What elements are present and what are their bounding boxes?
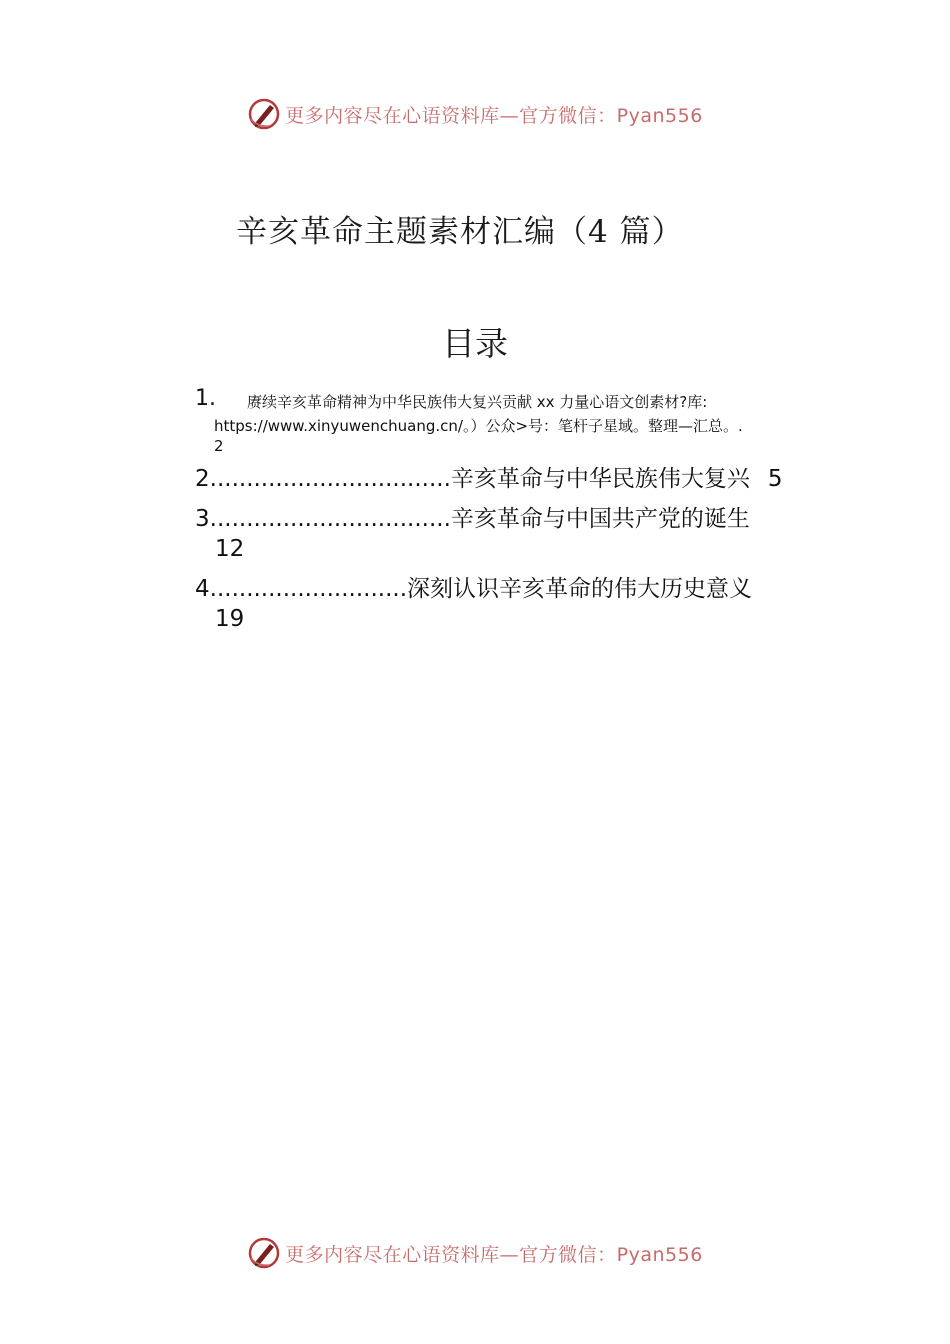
banner-text: 更多内容尽在心语资料库—官方微信：Pyan556 xyxy=(285,104,703,127)
pen-logo-icon xyxy=(247,1236,281,1270)
toc-entry-3[interactable] xyxy=(195,504,845,564)
toc-entry-title: 辛亥革命与中国共产党的诞生 xyxy=(450,506,750,532)
toc-entry-number: 1. xyxy=(195,386,216,411)
footer-banner xyxy=(0,1233,950,1273)
toc-entry-1[interactable] xyxy=(195,384,845,464)
header-banner xyxy=(0,94,950,134)
toc-entry-leader: 3................................. xyxy=(195,506,451,532)
banner-text: 更多内容尽在心语资料库—官方微信：Pyan556 xyxy=(285,1243,703,1266)
toc-entry-title: 辛亥革命与中华民族伟大复兴 xyxy=(450,466,750,492)
wechat-id: Pyan556 xyxy=(616,1243,703,1266)
toc-entry-title: 赓续辛亥革命精神为中华民族伟大复兴贡献 xx 力量心语文创素材?库: xyxy=(247,393,708,411)
table-of-contents xyxy=(195,384,845,634)
toc-entry-page: 2 xyxy=(214,437,224,455)
toc-entry-page: 5 xyxy=(767,466,783,492)
toc-entry-leader: 4........................... xyxy=(195,576,408,602)
wechat-id: Pyan556 xyxy=(616,104,703,127)
document-title: 辛亥革命主题素材汇编（4 篇） xyxy=(236,214,684,250)
toc-heading: 目录 xyxy=(442,324,508,363)
toc-entry-2[interactable] xyxy=(195,464,845,494)
toc-entry-url-text: https://www.xinyuwenchuang.cn/。）公众>号：笔杆子星域。整理—汇总。. xyxy=(214,417,743,435)
toc-entry-page: 19 xyxy=(215,606,245,632)
toc-entry-page: 12 xyxy=(215,536,245,562)
toc-entry-title: 深刻认识辛亥革命的伟大历史意义 xyxy=(407,576,753,602)
toc-entry-4[interactable] xyxy=(195,574,845,634)
toc-entry-leader: 2................................. xyxy=(195,466,451,492)
pen-logo-icon xyxy=(247,97,281,131)
